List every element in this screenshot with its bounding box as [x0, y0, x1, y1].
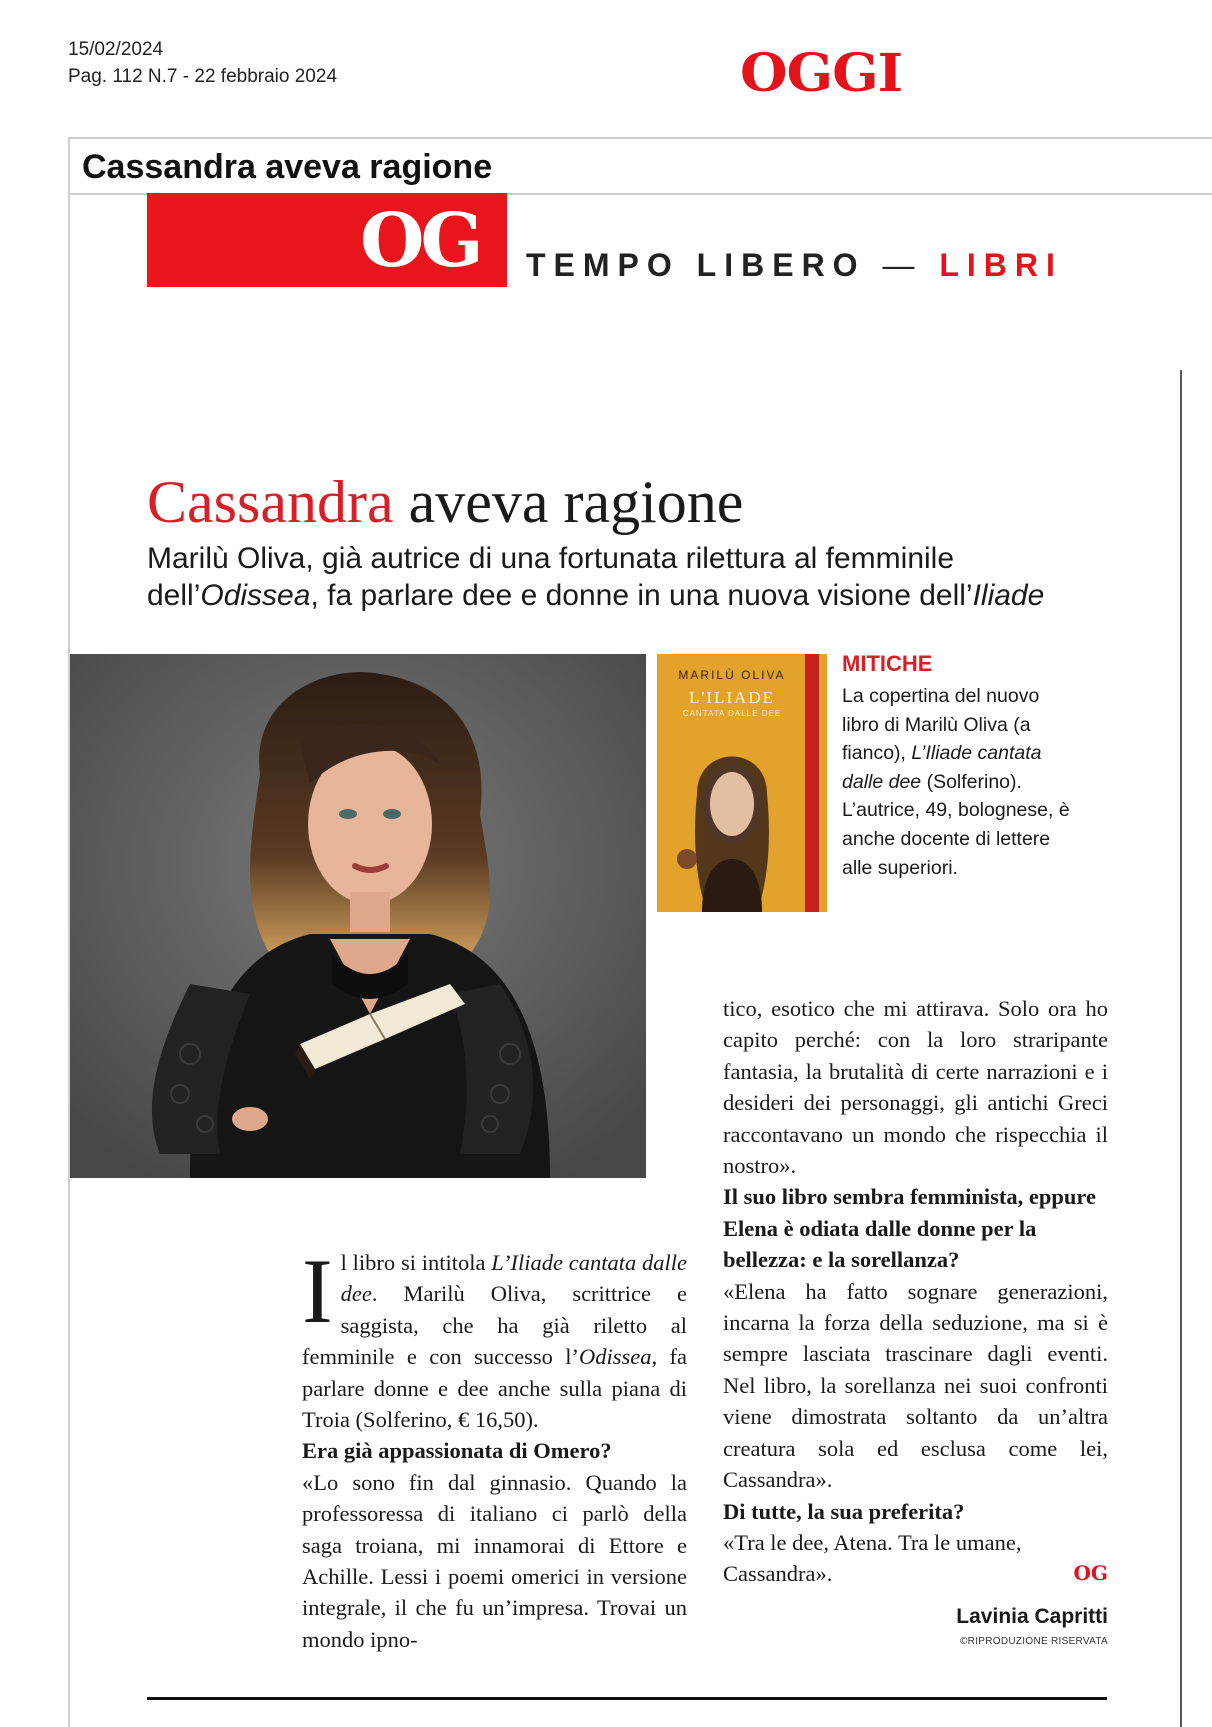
cover-title: L'ILIADE — [688, 688, 776, 707]
byline-author: Lavinia Capritti — [956, 1605, 1108, 1628]
intro-paragraph — [302, 1240, 688, 1435]
article-column-1 — [302, 1240, 688, 1655]
copyright-notice: ©RIPRODUZIONE RISERVATA — [960, 1636, 1108, 1647]
interview-answer-continued: tico, esotico che mi attirava. Solo ora ho capito perché: con la loro straripante fantasia, la brutalità di certe narrazioni e i desideri dei personaggi, gli antichi Greci raccontavano un mondo che rispecchia il nostro». — [723, 996, 1108, 1179]
author-photo — [70, 654, 646, 1178]
section-main: TEMPO LIBERO — [526, 247, 866, 283]
deck-text: Marilù Oliva, già autrice di una fortunata rilettura al femminile dell’ — [147, 542, 955, 612]
interview-question: Era già appassionata di Omero? — [302, 1438, 612, 1464]
drop-cap: I — [302, 1240, 333, 1342]
interview-answer: «Elena ha fatto sognare generazioni, incarna la forza della seduzione, ma si è sempre lasciata trascinare dagli eventi. Nel libro, la sorellanza nei suoi confronti viene dimostrata soltanto da un’altra creatura sola ed esclusa come lei, Cassandra». — [723, 1278, 1108, 1493]
article-headline — [147, 466, 743, 538]
caption-book-title: L’Iliade cantata dalle dee — [842, 742, 1042, 793]
bottom-rule — [147, 1697, 1107, 1700]
article-column-2 — [723, 993, 1108, 1590]
section-og-badge: OG — [360, 198, 480, 284]
odissea-italic: Odissea — [579, 1344, 652, 1370]
interview-question: Il suo libro sembra femminista, eppure Elena è odiata dalle donne per la bellezza: e la sorellanza? — [723, 1184, 1096, 1273]
paragraph-text: , fa parlare donne e dee anche sulla piana di Troia (Solferino, € 16,50). — [302, 1344, 687, 1433]
caption-body — [842, 682, 1072, 882]
deck-italic-odissea: Odissea — [200, 579, 311, 612]
book-title-italic: L’Iliade cantata dalle dee — [340, 1250, 688, 1307]
interview-question: Di tutte, la sua preferita? — [723, 1498, 965, 1524]
paragraph-text: . Marilù Oliva, scrittrice e saggista, che ha già riletto al femminile e con successo l’ — [302, 1281, 687, 1370]
book-cover — [657, 654, 827, 912]
clip-page-info: Pag. 112 N.7 - 22 febbraio 2024 — [68, 66, 338, 87]
caption-text: La copertina del nuovo libro di Marilù Oliva (a fianco), — [842, 685, 1040, 765]
frame-top-border — [68, 137, 1212, 139]
deck-italic-iliade: Iliade — [972, 579, 1045, 612]
cover-subtitle: CANTATA DALLE DEE — [682, 709, 782, 718]
interview-answer — [723, 1527, 1108, 1590]
end-mark-og: OG — [1073, 1561, 1108, 1586]
clip-title: Cassandra aveva ragione — [82, 148, 493, 186]
paragraph-text: l libro si intitola — [340, 1250, 492, 1275]
article-deck — [147, 540, 1087, 614]
oggi-logo: OGGI — [740, 43, 903, 104]
caption-heading: MITICHE — [842, 651, 933, 676]
final-answer-text: «Tra le dee, Atena. Tra le umane, Cassandra». — [723, 1529, 1022, 1587]
caption-text: (Solferino). L’autrice, 49, bolognese, è anche docente di lettere alle superiori. — [842, 770, 1070, 879]
deck-text: , fa parlare dee e donne in una nuova visione dell’ — [310, 579, 973, 612]
headline-rest: aveva ragione — [393, 469, 744, 535]
section-sub: LIBRI — [939, 247, 1063, 283]
interview-answer: «Lo sono fin dal ginnasio. Quando la professoressa di italiano ci parlò della saga troiana, mi innamorai di Ettore e Achille. Lessi i poemi omerici in versione integrale, il che fu un’impresa. Trovai un mondo ipno- — [302, 1469, 687, 1652]
clip-date: 15/02/2024 — [68, 39, 164, 60]
author-portrait-illustration — [70, 654, 646, 1178]
press-clip-meta — [68, 36, 337, 90]
headline-red-word: Cassandra — [147, 469, 394, 535]
page-right-rule — [1180, 370, 1182, 1727]
section-label — [526, 245, 1063, 285]
section-dash: — — [882, 247, 923, 283]
cover-author: MARILÙ OLIVA — [678, 668, 786, 682]
